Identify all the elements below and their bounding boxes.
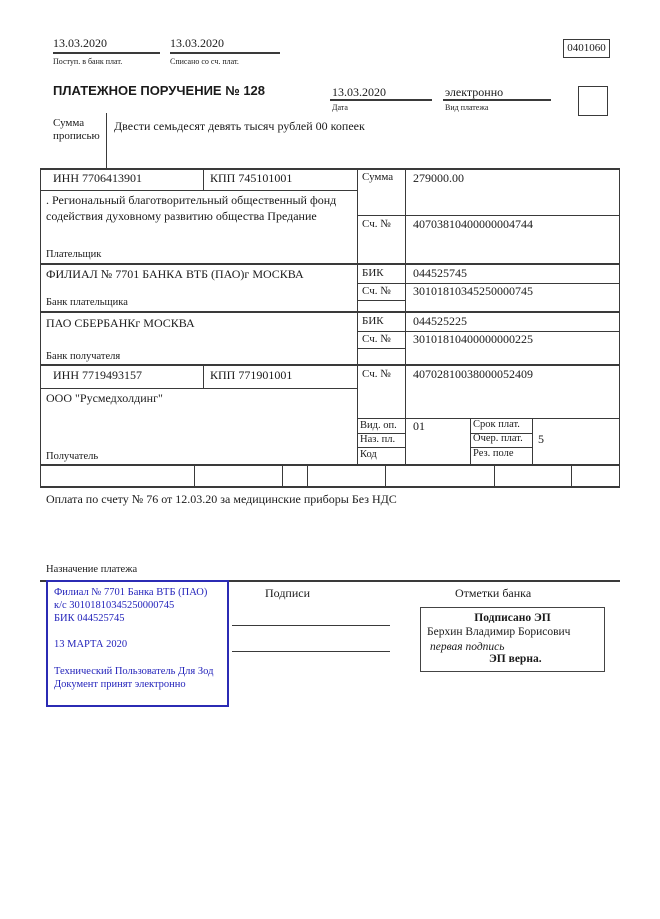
divider	[357, 300, 406, 301]
payer-bank-bik: 044525745	[413, 266, 467, 280]
payee-bank-account-label: Сч. №	[362, 333, 391, 345]
naz-pl-label: Наз. пл.	[360, 434, 396, 445]
received-in-bank-date: 13.03.2020	[53, 36, 107, 50]
stamp-accepted: Документ принят электронно	[54, 678, 186, 690]
divider	[571, 464, 572, 486]
payment-kind-value: электронно	[445, 85, 504, 99]
payee-bank-label: Банк получателя	[46, 351, 121, 362]
payee-bank-bik-label: БИК	[362, 315, 384, 327]
divider	[532, 418, 533, 465]
esignature-box	[420, 607, 605, 672]
divider	[357, 447, 406, 448]
esign-verified: ЭП верна.	[489, 653, 542, 666]
payee-account-label: Сч. №	[362, 368, 391, 380]
payee-account: 40702810038000052409	[413, 367, 533, 381]
payee-kpp: КПП 771901001	[210, 368, 293, 382]
stamp-bank-name: Филиал № 7701 Банка ВТБ (ПАО)	[54, 587, 208, 598]
payee-label: Получатель	[46, 451, 99, 462]
payee-bank-name: ПАО СБЕРБАНКг МОСКВА	[46, 316, 195, 330]
amount-words-label: Сумма прописью	[53, 117, 100, 143]
payer-kpp: КПП 745101001	[210, 171, 293, 185]
ocher-plat-value: 5	[538, 432, 544, 446]
rez-pole-label: Рез. поле	[473, 448, 514, 459]
divider	[405, 168, 406, 465]
stamp-corr-account: к/с 30101810345250000745	[54, 600, 175, 612]
payment-kind-label: Вид платежа	[445, 103, 489, 112]
divider	[40, 388, 357, 389]
payer-account-label: Сч. №	[362, 218, 391, 230]
payer-name: . Региональный благотворительный общественный фонд содействия духовному развитию общества Предание	[46, 193, 337, 224]
divider	[385, 464, 386, 486]
payee-bank-bik: 044525225	[413, 314, 467, 328]
srok-plat-label: Срок плат.	[473, 419, 520, 430]
divider	[40, 263, 620, 265]
esign-title: Подписано ЭП	[474, 612, 551, 624]
divider	[307, 464, 308, 486]
payer-bank-label: Банк плательщика	[46, 297, 128, 308]
form-code-box: 0401060	[563, 39, 610, 58]
payee-name: ООО "Русмедхолдинг"	[46, 391, 163, 405]
divider	[40, 464, 620, 466]
divider	[40, 190, 357, 191]
payment-purpose-text: Оплата по счету № 76 от 12.03.20 за медицинские приборы Без НДС	[46, 492, 397, 506]
divider	[357, 168, 358, 465]
payment-purpose-label: Назначение платежа	[46, 564, 138, 575]
vid-op-label: Вид. оп.	[360, 420, 397, 431]
divider	[203, 168, 204, 190]
sum-label: Сумма	[362, 171, 394, 183]
written-off-label: Списано со сч. плат.	[170, 57, 239, 66]
stamp-bik: БИК 044525745	[54, 613, 125, 625]
divider	[40, 486, 620, 488]
divider	[40, 168, 41, 486]
divider	[106, 113, 107, 168]
divider	[357, 348, 406, 349]
payer-bank-account-label: Сч. №	[362, 285, 391, 297]
stamp-date: 13 МАРТА 2020	[54, 639, 128, 651]
esign-name: Берхин Владимир Борисович	[427, 626, 571, 639]
date-label: Дата	[332, 103, 348, 112]
divider	[40, 168, 620, 170]
divider	[443, 99, 551, 101]
divider	[194, 464, 195, 486]
divider	[619, 168, 620, 486]
signature-line	[232, 651, 390, 652]
payer-label: Плательщик	[46, 249, 102, 260]
bank-acceptance-stamp	[46, 580, 229, 707]
divider	[170, 52, 280, 54]
ocher-plat-label: Очер. плат.	[473, 433, 523, 444]
status-checkbox	[578, 86, 608, 116]
divider	[494, 464, 495, 486]
divider	[40, 364, 620, 366]
bank-marks-heading: Отметки банка	[455, 586, 532, 600]
signatures-heading: Подписи	[265, 586, 311, 600]
divider	[330, 99, 432, 101]
esign-kind: первая подпись	[430, 640, 505, 653]
divider	[203, 364, 204, 388]
divider	[470, 418, 471, 465]
amount-words-value: Двести семьдесят девять тысяч рублей 00 копеек	[114, 119, 365, 133]
payer-bank-bik-label: БИК	[362, 267, 384, 279]
divider	[357, 215, 620, 216]
kod-label: Код	[360, 449, 377, 460]
written-off-date: 13.03.2020	[170, 36, 224, 50]
divider	[40, 311, 620, 313]
received-in-bank-label: Поступ. в банк плат.	[53, 57, 123, 66]
document-date: 13.03.2020	[332, 85, 386, 99]
payee-inn: ИНН 7719493157	[53, 368, 142, 382]
divider	[282, 464, 283, 486]
payer-account: 40703810400000004744	[413, 217, 533, 231]
stamp-user: Технический Пользователь Для Зод	[54, 665, 214, 677]
payer-inn: ИНН 7706413901	[53, 171, 142, 185]
divider	[53, 52, 160, 54]
signature-line	[232, 625, 390, 626]
payer-bank-account: 30101810345250000745	[413, 284, 533, 298]
document-title: ПЛАТЕЖНОЕ ПОРУЧЕНИЕ № 128	[53, 83, 266, 98]
payee-bank-account: 30101810400000000225	[413, 332, 533, 346]
payer-bank-name: ФИЛИАЛ № 7701 БАНКА ВТБ (ПАО)г МОСКВА	[46, 267, 304, 281]
vid-op-value: 01	[413, 419, 425, 433]
sum-value: 279000.00	[413, 171, 464, 185]
